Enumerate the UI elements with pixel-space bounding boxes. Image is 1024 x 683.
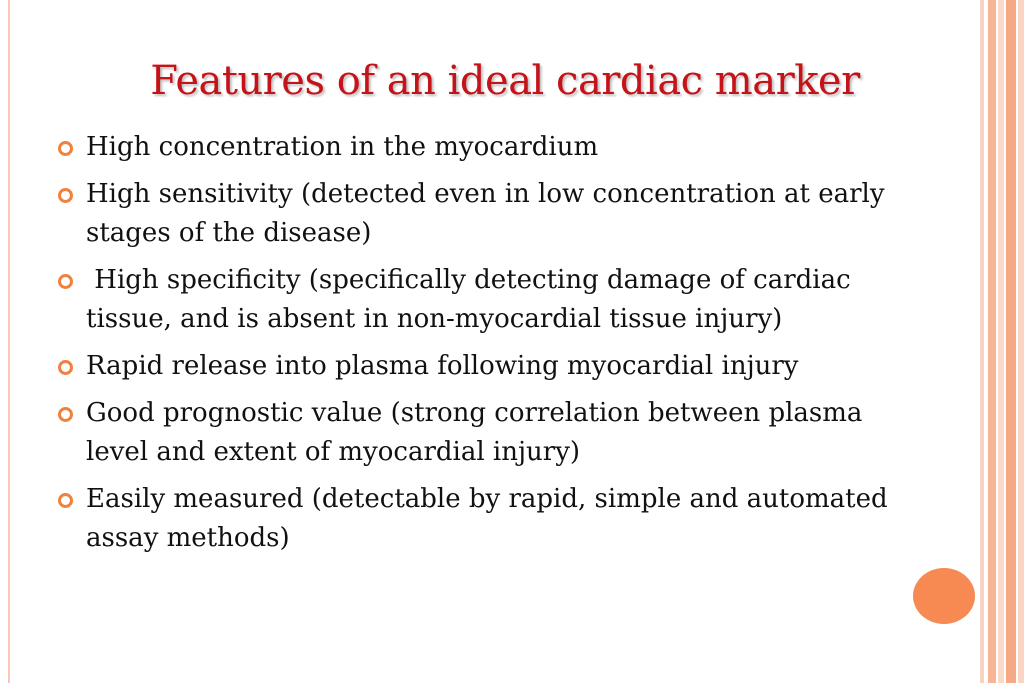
bullet-text: High concentration in the myocardium: [86, 132, 599, 162]
bullet-ring-icon: [58, 274, 73, 289]
right-stripe: [1018, 0, 1024, 683]
list-item: [58, 175, 918, 253]
list-item: [58, 480, 918, 558]
list-item: [58, 128, 918, 167]
bullet-ring-icon: [58, 360, 73, 375]
bullet-text: High specificity (specifically detecting damage of cardiac tissue, and is absent in non-myocardial tissue injury): [86, 265, 859, 334]
bullet-text: Easily measured (detectable by rapid, simple and automated assay methods): [86, 484, 888, 553]
bullet-text: High sensitivity (detected even in low concentration at early stages of the disease): [86, 179, 885, 248]
list-item: [58, 261, 918, 339]
decorative-circle: [913, 568, 975, 624]
bullet-ring-icon: [58, 407, 73, 422]
bullet-ring-icon: [58, 188, 73, 203]
bullet-ring-icon: [58, 493, 73, 508]
list-item: [58, 394, 918, 472]
bullet-list: [58, 128, 918, 566]
bullet-text: Good prognostic value (strong correlation between plasma level and extent of myocardial injury): [86, 398, 863, 467]
slide-title: Features of an ideal cardiac marker: [150, 58, 860, 104]
bullet-ring-icon: [58, 141, 73, 156]
bullet-text: Rapid release into plasma following myocardial injury: [86, 351, 799, 381]
list-item: [58, 347, 918, 386]
